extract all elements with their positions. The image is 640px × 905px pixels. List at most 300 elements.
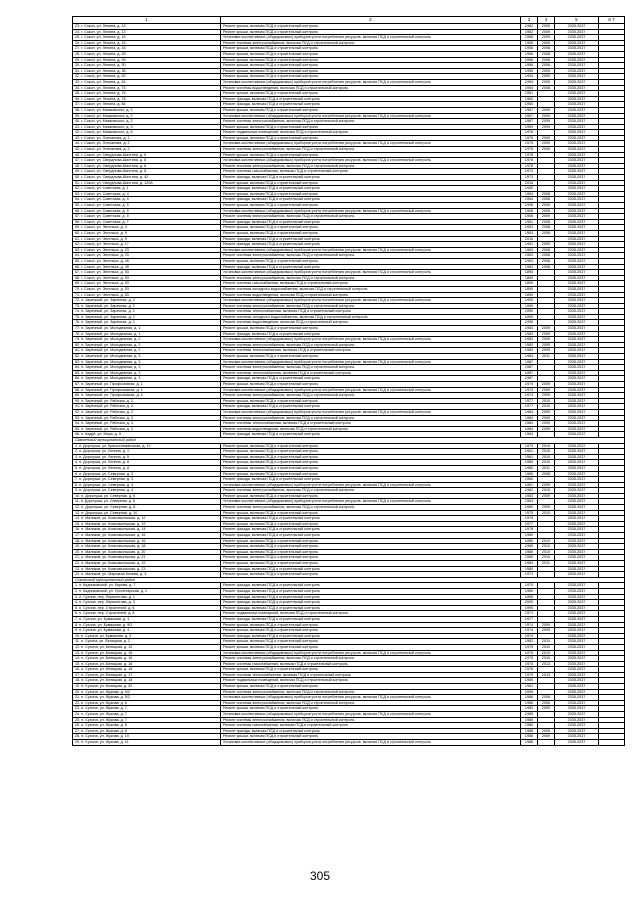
- last-repair-year-cell: 2009: [538, 242, 555, 248]
- address-cell: 62. г. Сокол, ул. Энгельса, д. 17: [73, 242, 221, 248]
- work-type-cell: Ремонт системы электроснабжения, включая ПСД и строительный контроль: [221, 689, 521, 695]
- last-repair-year-cell: 2009: [538, 415, 555, 421]
- address-cell: 95. п. Заречный, ул. Рабочая, д. 3: [73, 426, 221, 432]
- address-cell: 14. п. Сухона, ул. Беляцкая, д. 16: [73, 656, 221, 662]
- address-cell: 94. п. Заречный, ул. Рабочая, д. 3: [73, 421, 221, 427]
- last-repair-year-cell: 2009: [538, 331, 555, 337]
- work-type-cell: Ремонт крыши, включая ПСД и строительный контроль: [221, 51, 521, 57]
- build-year-cell: 1973: [521, 169, 538, 175]
- planned-period-cell: 2035-2037: [555, 169, 599, 175]
- planned-period-cell: 2035-2037: [555, 465, 599, 471]
- last-repair-year-cell: 2009: [538, 628, 555, 634]
- address-cell: 21. п. Сухона, ул. Жукова, д. 5/2: [73, 695, 221, 701]
- planned-period-cell: 2035-2037: [555, 40, 599, 46]
- address-cell: 61. г. Сокол, ул. Энгельса, д. 9: [73, 236, 221, 242]
- work-type-cell: Установка коллективных (общедомовых) приборов учета потребления ресурсов, включая ПСД и строительный контроль: [221, 740, 521, 746]
- address-cell: 54. г. Сокол, ул. Советская, д. 4: [73, 197, 221, 203]
- planned-period-cell: 2035-2037: [555, 264, 599, 270]
- work-type-cell: Ремонт системы теплоснабжения, включая ПСД и строительный контроль: [221, 672, 521, 678]
- work-type-cell: Ремонт крыши, включая ПСД и строительный контроль: [221, 538, 521, 544]
- build-year-cell: 1962: [521, 639, 538, 645]
- planned-period-cell: 2035-2037: [555, 499, 599, 505]
- address-cell: 87. п. Заречный, ул. Профсоюзная, д. 1: [73, 382, 221, 388]
- build-year-cell: 1956: [521, 63, 538, 69]
- column-header: 4: [538, 17, 555, 24]
- planned-period-cell: 2035-2037: [555, 510, 599, 516]
- build-year-cell: 1975: [521, 650, 538, 656]
- address-cell: 90. п. Заречный, ул. Рабочая, д. 2: [73, 398, 221, 404]
- address-cell: 53. г. Сокол, ул. Советская, д. 4: [73, 191, 221, 197]
- work-type-cell: Установка коллективных (общедомовых) приборов учета потребления ресурсов, включая ПСД и строительный контроль: [221, 247, 521, 253]
- address-cell: 75. п. Заречный, ул. Заречная, д. 2: [73, 314, 221, 320]
- address-cell: 8. п. Дорогуша, ул. Северная, д. 4: [73, 482, 221, 488]
- build-year-cell: 1984: [521, 354, 538, 360]
- address-cell: 4. п. Дорогуша, ул. Ленина, д. 6: [73, 460, 221, 466]
- planned-period-cell: 2035-2037: [555, 337, 599, 343]
- planned-period-cell: 2035-2037: [555, 588, 599, 594]
- address-cell: 43. г. Сокол, ул. Плеханова, д. 1: [73, 135, 221, 141]
- build-year-cell: 1951: [521, 219, 538, 225]
- build-year-cell: 1988: [521, 728, 538, 734]
- build-year-cell: 1984: [521, 421, 538, 427]
- planned-period-cell: 2035-2037: [555, 320, 599, 326]
- address-cell: 18. п. Маликов, ул. Комсомольская, д. 16: [73, 538, 221, 544]
- build-year-cell: 1974: [521, 393, 538, 399]
- address-cell: 19. п. Сухона, ул. Беляцкая, д. 52: [73, 684, 221, 690]
- address-cell: 23. п. Маликов, ул. Комсомольская, д. 23: [73, 566, 221, 572]
- work-type-cell: Ремонт крыши, включая ПСД и строительный контроль: [221, 29, 521, 35]
- work-type-cell: Ремонт фасада, включая ПСД и строительный контроль: [221, 102, 521, 108]
- planned-period-cell: 2035-2037: [555, 331, 599, 337]
- last-repair-year-cell: 2010: [538, 650, 555, 656]
- build-year-cell: 1978: [521, 516, 538, 522]
- last-repair-year-cell: 2009: [538, 74, 555, 80]
- work-type-cell: Ремонт системы газоснабжения, включая ПСД и строительный контроль: [221, 661, 521, 667]
- address-cell: 22. п. Маликов, ул. Комсомольская, д. 22: [73, 561, 221, 567]
- address-cell: 2. п. Кадниковский, ул. Пролетарская, д. 2: [73, 588, 221, 594]
- build-year-cell: 1961: [521, 454, 538, 460]
- build-year-cell: 1973: [521, 443, 538, 449]
- address-cell: 88. п. Заречный, ул. Профсоюзная, д. 1: [73, 387, 221, 393]
- last-repair-year-cell: 2010: [538, 656, 555, 662]
- work-type-cell: Ремонт системы электроснабжения, включая ПСД и строительный контроль: [221, 214, 521, 220]
- work-type-cell: Установка коллективных (общедомовых) приборов учета потребления ресурсов, включая ПСД и строительный контроль: [221, 499, 521, 505]
- work-type-cell: Ремонт фасада, включая ПСД и строительный контроль: [221, 242, 521, 248]
- address-cell: 3. п. Сухона, пер. Лермонтова, д. 1: [73, 594, 221, 600]
- planned-period-cell: 2035-2037: [555, 695, 599, 701]
- last-repair-year-cell: 2009: [538, 622, 555, 628]
- work-type-cell: Ремонт фасада, включая ПСД и строительный контроль: [221, 533, 521, 539]
- address-cell: 73. п. Заречный, ул. Заречная, д. 2: [73, 303, 221, 309]
- work-type-cell: Ремонт системы электроснабжения, включая ПСД и строительный контроль: [221, 119, 521, 125]
- address-cell: 58. г. Сокол, ул. Советская, д. 7: [73, 219, 221, 225]
- planned-period-cell: 2035-2037: [555, 544, 599, 550]
- planned-period-cell: 2035-2037: [555, 175, 599, 181]
- build-year-cell: 1978: [521, 158, 538, 164]
- planned-period-cell: 2035-2037: [555, 415, 599, 421]
- build-year-cell: 1961: [521, 449, 538, 455]
- work-type-cell: Ремонт фасада, включая ПСД и строительный контроль: [221, 404, 521, 410]
- planned-period-cell: 2035-2037: [555, 633, 599, 639]
- address-cell: 21. п. Маликов, ул. Комсомольская, д. 21: [73, 555, 221, 561]
- work-type-cell: Ремонт системы теплоснабжения, включая ПСД и строительный контроль: [221, 421, 521, 427]
- planned-period-cell: 2035-2037: [555, 376, 599, 382]
- planned-period-cell: 2035-2037: [555, 292, 599, 298]
- build-year-cell: 1975: [521, 510, 538, 516]
- address-cell: 20. п. Маликов, ул. Комсомольская, д. 20: [73, 549, 221, 555]
- work-type-cell: Ремонт системы электроснабжения, включая ПСД и строительный контроль: [221, 163, 521, 169]
- planned-period-cell: 2035-2037: [555, 119, 599, 125]
- address-cell: 30. г. Сокол, ул. Ленина, д. 30: [73, 63, 221, 69]
- address-cell: 12. п. Дорогуша, ул. Северная, д. 8: [73, 505, 221, 511]
- address-cell: 17. п. Маликов, ул. Комсомольская, д. 15: [73, 533, 221, 539]
- last-repair-year-cell: 2010: [538, 549, 555, 555]
- planned-period-cell: 2035-2037: [555, 387, 599, 393]
- work-type-cell: Ремонт системы электроснабжения, включая ПСД и строительный контроль: [221, 253, 521, 259]
- address-cell: 25. г. Сокол, ул. Ленина, д. 15: [73, 35, 221, 41]
- last-repair-year-cell: 2009: [538, 326, 555, 332]
- planned-period-cell: 2035-2037: [555, 203, 599, 209]
- work-type-cell: Установка коллективных (общедомовых) приборов учета потребления ресурсов, включая ПСД и строительный контроль: [221, 158, 521, 164]
- last-repair-year-cell: 2012: [538, 538, 555, 544]
- last-repair-year-cell: 2009: [538, 107, 555, 113]
- address-cell: 96. п. Кадуй, ул. Мира, д. 5: [73, 432, 221, 438]
- work-type-cell: Ремонт крыши, включая ПСД и строительный контроль: [221, 449, 521, 455]
- build-year-cell: 1990: [521, 605, 538, 611]
- work-type-cell: Ремонт крыши, включая ПСД и строительный контроль: [221, 398, 521, 404]
- last-repair-year-cell: 2009: [538, 342, 555, 348]
- build-year-cell: 1962: [521, 29, 538, 35]
- address-cell: 70. г. Сокол, ул. Энгельса, д. 53: [73, 286, 221, 292]
- planned-period-cell: 2035-2037: [555, 700, 599, 706]
- address-cell: 67. г. Сокол, ул. Энгельса, д. 53: [73, 270, 221, 276]
- address-cell: 86. п. Заречный, ул. Молодежная, д. 3: [73, 376, 221, 382]
- address-cell: 13. п. Дорогуша, ул. Северная, д. 10: [73, 510, 221, 516]
- address-cell: 31. г. Сокол, ул. Ленина, д. 36: [73, 68, 221, 74]
- work-type-cell: Ремонт фасада, включая ПСД и строительный контроль: [221, 219, 521, 225]
- address-cell: 23. г. Сокол, ул. Ленина, д. 12: [73, 24, 221, 30]
- address-cell: 69. г. Сокол, ул. Энгельса, д. 53: [73, 281, 221, 287]
- planned-period-cell: 2035-2037: [555, 521, 599, 527]
- last-repair-year-cell: 2009: [538, 40, 555, 46]
- work-type-cell: Установка коллективных (общедомовых) приборов учета потребления ресурсов, включая ПСД и строительный контроль: [221, 113, 521, 119]
- work-type-cell: Ремонт системы электроснабжения, включая ПСД и строительный контроль: [221, 656, 521, 662]
- address-cell: 19. п. Маликов, ул. Комсомольская, д. 18: [73, 544, 221, 550]
- last-repair-year-cell: 2010: [538, 460, 555, 466]
- build-year-cell: 1975: [521, 135, 538, 141]
- last-repair-year-cell: 2008: [538, 63, 555, 69]
- planned-period-cell: 2035-2037: [555, 51, 599, 57]
- work-type-cell: Ремонт крыши, включая ПСД и строительный контроль: [221, 107, 521, 113]
- work-type-cell: Ремонт фасада, включая ПСД и строительный контроль: [221, 175, 521, 181]
- address-cell: 7. п. Дорогуша, ул. Северная, д. 3: [73, 477, 221, 483]
- work-type-cell: Ремонт системы водоотведения, включая ПСД и строительный контроль: [221, 292, 521, 298]
- last-repair-year-cell: 2009: [538, 387, 555, 393]
- build-year-cell: 1978: [521, 152, 538, 158]
- build-year-cell: 1990: [521, 320, 538, 326]
- build-year-cell: 1965: [521, 35, 538, 41]
- work-type-cell: Ремонт подвальных помещений, включая ПСД и строительный контроль: [221, 611, 521, 617]
- last-repair-year-cell: 2010: [538, 454, 555, 460]
- build-year-cell: 1955: [521, 594, 538, 600]
- work-type-cell: Ремонт фасада, включая ПСД и строительный контроль: [221, 264, 521, 270]
- address-cell: 23. п. Сухона, ул. Жукова, д. 7: [73, 706, 221, 712]
- work-type-cell: Ремонт фасада, включая ПСД и строительный контроль: [221, 605, 521, 611]
- build-year-cell: 1963: [521, 499, 538, 505]
- planned-period-cell: 2035-2037: [555, 365, 599, 371]
- planned-period-cell: 2035-2037: [555, 661, 599, 667]
- build-year-cell: 1987: [521, 370, 538, 376]
- district-name: Сокольский муниципальный район: [73, 577, 625, 583]
- build-year-cell: 1990: [521, 303, 538, 309]
- last-repair-year-cell: 2009: [538, 214, 555, 220]
- build-year-cell: 2016: [521, 236, 538, 242]
- planned-period-cell: 2035-2037: [555, 74, 599, 80]
- address-cell: 48. г. Сокол, ул. Свердлова-Шахтина, д. 8: [73, 163, 221, 169]
- address-cell: 6. п. Дорогуша, ул. Северная, д. 2: [73, 471, 221, 477]
- work-type-cell: Ремонт крыши, включая ПСД и строительный контроль: [221, 443, 521, 449]
- last-repair-year-cell: 2008: [538, 57, 555, 63]
- planned-period-cell: 2035-2037: [555, 656, 599, 662]
- address-cell: 91. п. Заречный, ул. Рабочая, д. 2: [73, 404, 221, 410]
- table-row: [73, 740, 625, 746]
- address-cell: 68. г. Сокол, ул. Энгельса, д. 53: [73, 275, 221, 281]
- address-cell: 44. г. Сокол, ул. Плеханова, д. 2: [73, 141, 221, 147]
- planned-period-cell: 2035-2037: [555, 527, 599, 533]
- table-body: [73, 24, 625, 746]
- build-year-cell: 1983: [521, 337, 538, 343]
- last-repair-year-cell: 2009: [538, 68, 555, 74]
- build-year-cell: 1890: [521, 275, 538, 281]
- build-year-cell: 1977: [521, 398, 538, 404]
- planned-period-cell: 2035-2037: [555, 326, 599, 332]
- work-type-cell: Установка коллективных (общедомовых) приборов учета потребления ресурсов, включая ПСД и строительный контроль: [221, 650, 521, 656]
- work-type-cell: Ремонт системы водоотведения, включая ПСД и строительный контроль: [221, 85, 521, 91]
- work-type-cell: Ремонт крыши, включая ПСД и строительный контроль: [221, 135, 521, 141]
- last-repair-year-cell: 2009: [538, 734, 555, 740]
- last-repair-year-cell: 2008: [538, 197, 555, 203]
- address-cell: 36. г. Сокол, ул. Ленина, д. 78: [73, 96, 221, 102]
- planned-period-cell: 2035-2037: [555, 91, 599, 97]
- planned-period-cell: 2035-2037: [555, 443, 599, 449]
- planned-period-cell: 2035-2037: [555, 303, 599, 309]
- planned-period-cell: 2035-2037: [555, 460, 599, 466]
- work-type-cell: Ремонт системы электроснабжения, включая ПСД и строительный контроль: [221, 488, 521, 494]
- build-year-cell: 1974: [521, 622, 538, 628]
- address-cell: 93. п. Заречный, ул. Рабочая, д. 3: [73, 415, 221, 421]
- address-cell: 4. п. Сухона, пер. Лермонтова, д. 3: [73, 600, 221, 606]
- column-number-row: [73, 17, 625, 24]
- last-repair-year-cell: 2008: [538, 264, 555, 270]
- address-cell: 8. п. Сухона, ул. Бумажная, д. 9/3: [73, 622, 221, 628]
- planned-period-cell: 2035-2037: [555, 214, 599, 220]
- build-year-cell: 1960: [521, 588, 538, 594]
- work-type-cell: Ремонт фасада, включая ПСД и строительный контроль: [221, 594, 521, 600]
- build-year-cell: 1985: [521, 717, 538, 723]
- work-type-cell: Ремонт крыши, включая ПСД и строительный контроль: [221, 684, 521, 690]
- build-year-cell: 1963: [521, 247, 538, 253]
- planned-period-cell: 2035-2037: [555, 449, 599, 455]
- build-year-cell: 1960: [521, 102, 538, 108]
- address-cell: 20. п. Сухона, ул. Жукова, д. 5/2: [73, 689, 221, 695]
- build-year-cell: 1963: [521, 225, 538, 231]
- planned-period-cell: 2035-2037: [555, 644, 599, 650]
- last-repair-year-cell: 2009: [538, 728, 555, 734]
- capital-repair-table: [72, 16, 625, 746]
- work-type-cell: Ремонт системы газоснабжения, включая ПСД и строительный контроль: [221, 723, 521, 729]
- work-type-cell: Ремонт подвальных помещений, включая ПСД и строительный контроль: [221, 130, 521, 136]
- build-year-cell: 1990: [521, 314, 538, 320]
- last-repair-year-cell: 2009: [538, 29, 555, 35]
- column-header: 6 7: [599, 17, 625, 24]
- last-repair-year-cell: 2009: [538, 393, 555, 399]
- last-repair-year-cell: 2009: [538, 208, 555, 214]
- last-repair-year-cell: 2009: [538, 35, 555, 41]
- build-year-cell: 1980: [521, 460, 538, 466]
- work-type-cell: Ремонт крыши, включая ПСД и строительный контроль: [221, 124, 521, 130]
- planned-period-cell: 2035-2037: [555, 488, 599, 494]
- last-repair-year-cell: 2009: [538, 79, 555, 85]
- planned-period-cell: 2035-2037: [555, 79, 599, 85]
- work-type-cell: Ремонт крыши, включая ПСД и строительный контроль: [221, 734, 521, 740]
- address-cell: 41. г. Сокол, ул. Маяковского, д. 3: [73, 124, 221, 130]
- work-type-cell: Установка коллективных (общедомовых) приборов учета потребления ресурсов, включая ПСД и строительный контроль: [221, 298, 521, 304]
- planned-period-cell: 2035-2037: [555, 24, 599, 30]
- build-year-cell: 1890: [521, 281, 538, 287]
- last-repair-year-cell: 2009: [538, 482, 555, 488]
- address-cell: 51. г. Сокол, ул. Свердлова-Шахтина, д. 120А: [73, 180, 221, 186]
- planned-period-cell: 2035-2037: [555, 124, 599, 130]
- planned-period-cell: 2035-2037: [555, 723, 599, 729]
- work-type-cell: Установка коллективных (общедомовых) приборов учета потребления ресурсов, включая ПСД и строительный контроль: [221, 337, 521, 343]
- planned-period-cell: 2035-2037: [555, 616, 599, 622]
- address-cell: 45. г. Сокол, ул. Плеханова, д. 2: [73, 147, 221, 153]
- work-type-cell: Ремонт фасада, включая ПСД и строительный контроль: [221, 588, 521, 594]
- build-year-cell: 1983: [521, 342, 538, 348]
- build-year-cell: 1976: [521, 667, 538, 673]
- work-type-cell: Ремонт фасада, включая ПСД и строительный контроль: [221, 527, 521, 533]
- last-repair-year-cell: 2008: [538, 225, 555, 231]
- address-cell: 80. п. Заречный, ул. Молодежная, д. 2: [73, 342, 221, 348]
- planned-period-cell: 2035-2037: [555, 298, 599, 304]
- last-repair-year-cell: 2010: [538, 398, 555, 404]
- build-year-cell: 1967: [521, 119, 538, 125]
- build-year-cell: 1985: [521, 723, 538, 729]
- last-repair-year-cell: 2008: [538, 46, 555, 52]
- build-year-cell: 1987: [521, 376, 538, 382]
- work-type-cell: Ремонт системы электроснабжения, включая ПСД и строительный контроль: [221, 415, 521, 421]
- last-repair-year-cell: 2011: [538, 354, 555, 360]
- address-cell: 64. г. Сокол, ул. Энгельса, д. 23: [73, 253, 221, 259]
- address-cell: 2. п. Дорогуша, ул. Ленина, д. 1: [73, 449, 221, 455]
- planned-period-cell: 2035-2037: [555, 29, 599, 35]
- planned-period-cell: 2035-2037: [555, 359, 599, 365]
- work-type-cell: Ремонт системы газоснабжения, включая ПСД и строительный контроль: [221, 281, 521, 287]
- last-repair-year-cell: 2009: [538, 337, 555, 343]
- build-year-cell: 1986: [521, 695, 538, 701]
- work-type-cell: Ремонт системы водоотведения, включая ПСД и строительный контроль: [221, 320, 521, 326]
- address-cell: 5. п. Дорогуша, ул. Ленина, д. 8: [73, 465, 221, 471]
- build-year-cell: 1978: [521, 527, 538, 533]
- last-repair-year-cell: 2010: [538, 404, 555, 410]
- planned-period-cell: 2035-2037: [555, 219, 599, 225]
- address-cell: 6. п. Сухона, пер. Строителей, д. 8: [73, 611, 221, 617]
- address-cell: 27. г. Сокол, ул. Ленина, д. 16: [73, 46, 221, 52]
- work-type-cell: Ремонт крыши, включая ПСД и строительный контроль: [221, 354, 521, 360]
- planned-period-cell: 2035-2037: [555, 147, 599, 153]
- address-cell: 37. г. Сокол, ул. Ленина, д. 84: [73, 102, 221, 108]
- work-type-cell: Ремонт крыши, включая ПСД и строительный контроль: [221, 180, 521, 186]
- planned-period-cell: 2035-2037: [555, 191, 599, 197]
- build-year-cell: 1954: [521, 74, 538, 80]
- planned-period-cell: 2035-2037: [555, 493, 599, 499]
- address-cell: 24. п. Маликов, ул. Маршала Конева, д. 3: [73, 572, 221, 578]
- planned-period-cell: 2035-2037: [555, 409, 599, 415]
- planned-period-cell: 2035-2037: [555, 35, 599, 41]
- address-cell: 52. г. Сокол, ул. Советская, д. 1: [73, 186, 221, 192]
- address-cell: 25. п. Сухона, ул. Жукова, д. 7: [73, 717, 221, 723]
- address-cell: 82. п. Заречный, ул. Молодежная, д. 3: [73, 354, 221, 360]
- work-type-cell: Ремонт крыши, включая ПСД и строительный контроль: [221, 24, 521, 30]
- last-repair-year-cell: 2008: [538, 219, 555, 225]
- last-repair-year-cell: 2008: [538, 230, 555, 236]
- build-year-cell: 1980: [521, 555, 538, 561]
- planned-period-cell: 2035-2037: [555, 113, 599, 119]
- address-cell: 17. п. Сухона, ул. Беляцкая, д. 17: [73, 672, 221, 678]
- planned-period-cell: 2035-2037: [555, 270, 599, 276]
- last-repair-year-cell: 2008: [538, 51, 555, 57]
- work-type-cell: Ремонт системы газоснабжения, включая ПСД и строительный контроль: [221, 169, 521, 175]
- address-cell: 29. г. Сокол, ул. Ленина, д. 26: [73, 57, 221, 63]
- planned-period-cell: 2035-2037: [555, 314, 599, 320]
- planned-period-cell: 2035-2037: [555, 454, 599, 460]
- work-type-cell: Ремонт крыши, включая ПСД и строительный контроль: [221, 628, 521, 634]
- work-type-cell: Ремонт системы электроснабжения, включая ПСД и строительный контроль: [221, 717, 521, 723]
- address-cell: 46. г. Сокол, ул. Свердлова-Шахтина, д. 6: [73, 152, 221, 158]
- work-type-cell: Ремонт крыши, включая ПСД и строительный контроль: [221, 258, 521, 264]
- work-type-cell: Ремонт фасада, включая ПСД и строительный контроль: [221, 186, 521, 192]
- planned-period-cell: 2035-2037: [555, 622, 599, 628]
- address-cell: 24. п. Сухона, ул. Жукова, д. 7: [73, 712, 221, 718]
- work-type-cell: Ремонт фасада, включая ПСД и строительный контроль: [221, 516, 521, 522]
- work-type-cell: Ремонт системы теплоснабжения, включая ПСД и строительный контроль: [221, 348, 521, 354]
- address-cell: 5. п. Сухона, пер. Строителей, д. 6: [73, 605, 221, 611]
- work-type-cell: Ремонт системы электроснабжения, включая ПСД и строительный контроль: [221, 365, 521, 371]
- document-sheet: [72, 16, 624, 746]
- address-cell: 29. п. Сухона, ул. Жукова, д. 11: [73, 740, 221, 746]
- build-year-cell: 1975: [521, 147, 538, 153]
- build-year-cell: 1988: [521, 734, 538, 740]
- address-cell: 74. п. Заречный, ул. Заречная, д. 2: [73, 309, 221, 315]
- last-repair-year-cell: 2009: [538, 348, 555, 354]
- address-cell: 40. г. Сокол, ул. Маяковского, д. 2: [73, 119, 221, 125]
- work-type-cell: Ремонт фасада, включая ПСД и строительный контроль: [221, 616, 521, 622]
- address-cell: 10. п. Сухона, ул. Бумажная, д. 3: [73, 633, 221, 639]
- work-type-cell: Ремонт фасада, включая ПСД и строительный контроль: [221, 376, 521, 382]
- work-type-cell: Ремонт крыши, включая ПСД и строительный контроль: [221, 555, 521, 561]
- planned-period-cell: 2035-2037: [555, 46, 599, 52]
- planned-period-cell: 2035-2037: [555, 382, 599, 388]
- address-cell: 26. г. Сокол, ул. Ленина, д. 15: [73, 40, 221, 46]
- planned-period-cell: 2035-2037: [555, 247, 599, 253]
- last-repair-year-cell: 2011: [538, 465, 555, 471]
- build-year-cell: 1967: [521, 107, 538, 113]
- build-year-cell: 1973: [521, 175, 538, 181]
- build-year-cell: 1984: [521, 561, 538, 567]
- build-year-cell: 1962: [521, 24, 538, 30]
- last-repair-year-cell: 2010: [538, 510, 555, 516]
- planned-period-cell: 2035-2037: [555, 678, 599, 684]
